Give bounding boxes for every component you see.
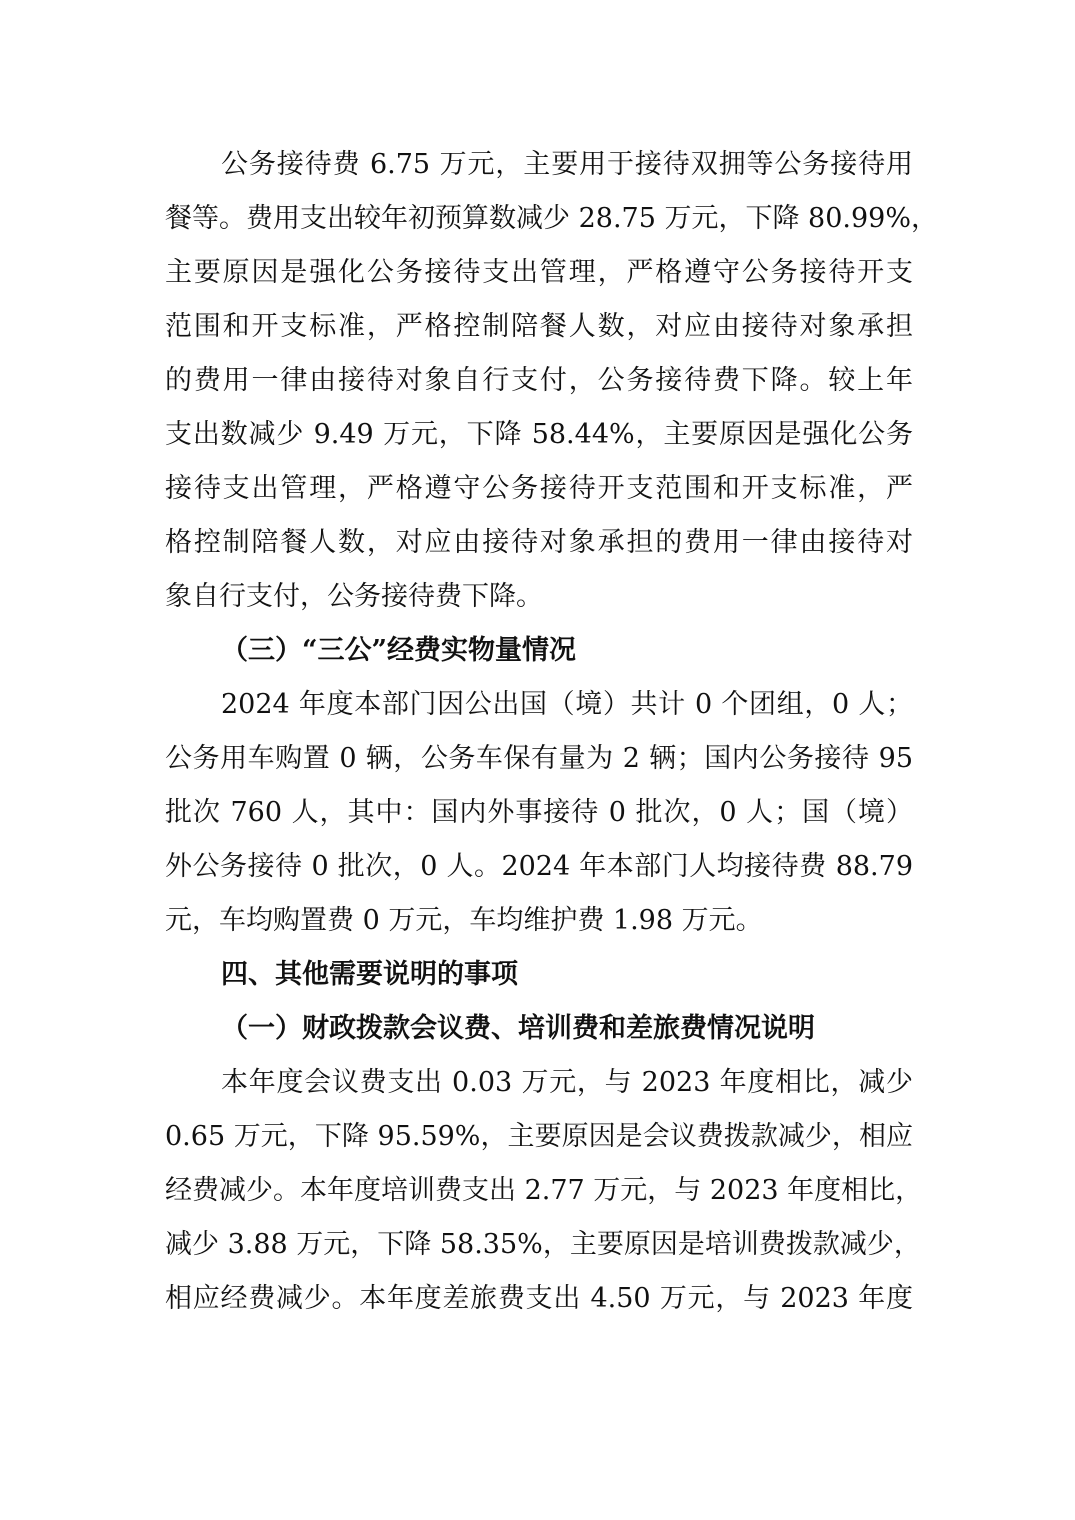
text-line: 的费用一律由接待对象自行支付，公务接待费下降。较上年 (165, 365, 913, 396)
text-line: 象自行支付，公务接待费下降。 (165, 581, 543, 612)
text-line: 本年度会议费支出 0.03 万元，与 2023 年度相比，减少 (221, 1067, 913, 1098)
text-line: 2024 年度本部门因公出国（境）共计 0 个团组，0 人； (221, 689, 913, 720)
text-line: 餐等。费用支出较年初预算数减少 28.75 万元，下降 80.99%， (165, 203, 938, 234)
text-line: 减少 3.88 万元，下降 58.35%，主要原因是培训费拨款减少， (165, 1229, 921, 1260)
text-line: 范围和开支标准，严格控制陪餐人数，对应由接待对象承担 (165, 311, 913, 342)
paragraph-hospitality-expense (165, 138, 938, 624)
text-line: 元，车均购置费 0 万元，车均维护费 1.98 万元。 (165, 905, 763, 936)
paragraph-meeting-training-travel (165, 1056, 923, 1326)
section-heading-four: 四、其他需要说明的事项 (221, 959, 518, 990)
text-line: 批次 760 人，其中：国内外事接待 0 批次，0 人；国（境） (165, 797, 913, 828)
text-line: 0.65 万元，下降 95.59%，主要原因是会议费拨款减少，相应 (165, 1121, 913, 1152)
text-line: 相应经费减少。本年度差旅费支出 4.50 万元，与 2023 年度 (165, 1283, 913, 1314)
text-line: 格控制陪餐人数，对应由接待对象承担的费用一律由接待对 (165, 527, 913, 558)
document-body (165, 138, 938, 1326)
paragraph-physical-quantity (165, 678, 913, 948)
text-line: 外公务接待 0 批次，0 人。2024 年本部门人均接待费 88.79 (165, 851, 913, 882)
section-subheading-one: （一）财政拨款会议费、培训费和差旅费情况说明 (221, 1013, 815, 1044)
text-line: 公务接待费 6.75 万元，主要用于接待双拥等公务接待用 (221, 149, 913, 180)
text-line: 接待支出管理，严格遵守公务接待开支范围和开支标准，严 (165, 473, 913, 504)
text-line: 支出数减少 9.49 万元，下降 58.44%，主要原因是强化公务 (165, 419, 913, 450)
section-subheading-three-public: （三）“三公”经费实物量情况 (221, 635, 577, 666)
text-line: 公务用车购置 0 辆，公务车保有量为 2 辆；国内公务接待 95 (165, 743, 913, 774)
text-line: 经费减少。本年度培训费支出 2.77 万元，与 2023 年度相比， (165, 1175, 923, 1206)
text-line: 主要原因是强化公务接待支出管理，严格遵守公务接待开支 (165, 257, 913, 288)
